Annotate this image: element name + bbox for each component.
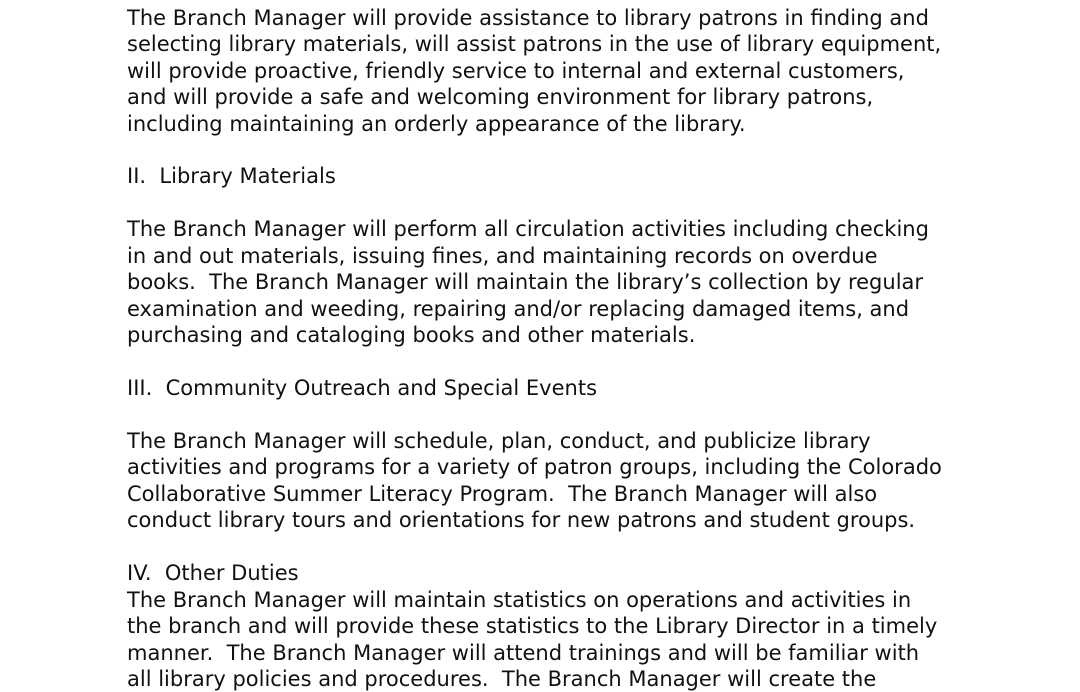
intro-line-2: selecting library materials, will assist patrons in the use of library equipment, <box>127 32 942 56</box>
section3-line-2: activities and programs for a variety of patron groups, including the Colorado <box>127 455 942 479</box>
section-heading-library-materials: II. Library Materials <box>127 164 336 188</box>
section2-line-2: in and out materials, issuing fines, and maintaining records on overdue <box>127 244 878 268</box>
section2-line-5: purchasing and cataloging books and other materials. <box>127 323 696 347</box>
section2-line-3: books. The Branch Manager will maintain the library’s collection by regular <box>127 270 924 294</box>
section3-line-1: The Branch Manager will schedule, plan, conduct, and publicize library <box>127 429 871 453</box>
section-heading-other-duties: IV. Other Duties <box>127 561 299 585</box>
section4-line-3: manner. The Branch Manager will attend trainings and will be familiar with <box>127 641 920 665</box>
section2-line-1: The Branch Manager will perform all circulation activities including checking <box>127 217 929 241</box>
intro-line-4: and will provide a safe and welcoming environment for library patrons, <box>127 85 874 109</box>
intro-line-5: including maintaining an orderly appearance of the library. <box>127 112 746 136</box>
section3-line-3: Collaborative Summer Literacy Program. The Branch Manager will also <box>127 482 878 506</box>
intro-line-1: The Branch Manager will provide assistance to library patrons in finding and <box>127 6 929 30</box>
section4-line-1: The Branch Manager will maintain statistics on operations and activities in <box>127 588 912 612</box>
section3-line-4: conduct library tours and orientations for new patrons and student groups. <box>127 508 916 532</box>
section2-line-4: examination and weeding, repairing and/or replacing damaged items, and <box>127 297 910 321</box>
section4-line-4: all library policies and procedures. The Branch Manager will create the <box>127 667 877 691</box>
section-heading-community-outreach: III. Community Outreach and Special Events <box>127 376 598 400</box>
section4-line-2: the branch and will provide these statistics to the Library Director in a timely <box>127 614 938 638</box>
intro-line-3: will provide proactive, friendly service to internal and external customers, <box>127 59 905 83</box>
